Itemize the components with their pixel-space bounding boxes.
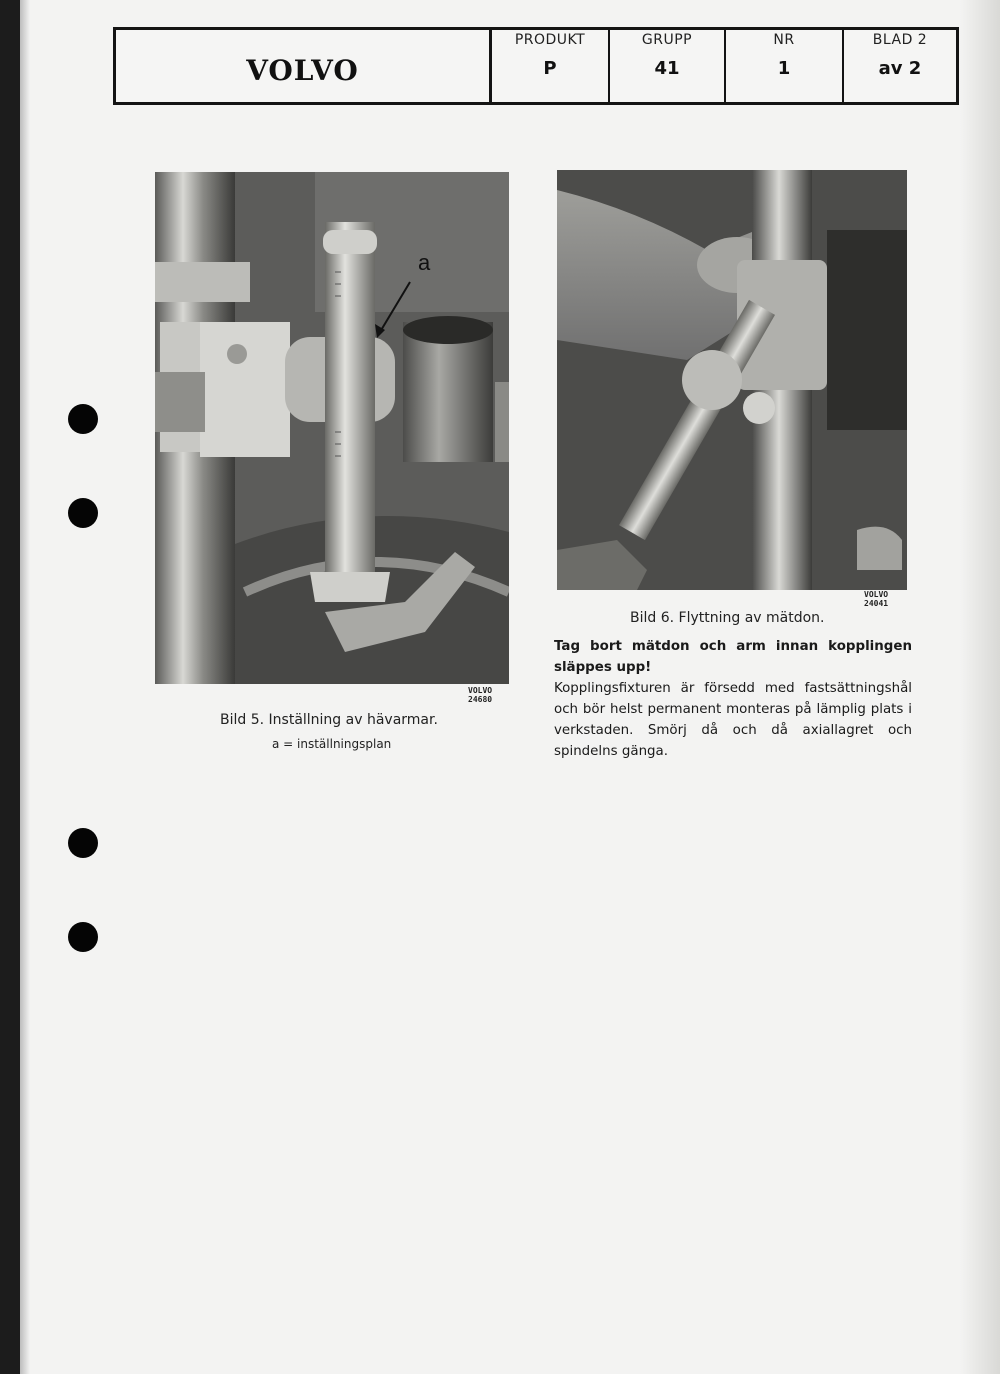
header-value: av 2 bbox=[878, 58, 922, 79]
volvo-logo: VOLVO bbox=[116, 30, 492, 102]
header-label: BLAD 2 bbox=[872, 32, 928, 48]
figure5-stamp bbox=[468, 686, 492, 704]
header-cell-produkt bbox=[492, 30, 610, 102]
header-cell-nr bbox=[726, 30, 844, 102]
punch-hole bbox=[68, 404, 98, 434]
page-edge-shadow bbox=[20, 0, 30, 1374]
header-value: 1 bbox=[777, 58, 791, 79]
page-right-edge bbox=[960, 0, 1000, 1374]
header-value: P bbox=[543, 58, 557, 79]
punch-hole bbox=[68, 498, 98, 528]
punch-hole bbox=[68, 922, 98, 952]
warning-text: Tag bort mätdon och arm innan kopplingen släppes upp! bbox=[554, 639, 912, 675]
header-cell-grupp bbox=[610, 30, 726, 102]
figure6-photo bbox=[557, 170, 907, 590]
instruction-text-block bbox=[554, 636, 912, 762]
figure6-caption: Bild 6. Flyttning av mätdon. bbox=[630, 610, 825, 626]
stamp-number: 24041 bbox=[864, 599, 889, 608]
figure5-caption: Bild 5. Inställning av hävarmar. bbox=[220, 712, 438, 728]
instruction-paragraph: Kopplingsfixturen är försedd med fastsättningshål och bör helst permanent monteras på lämplig plats i verkstaden. Smörj då och då axiallagret och spindelns gänga. bbox=[554, 681, 912, 759]
figure5-subcaption: a = inställningsplan bbox=[272, 737, 392, 751]
figure5-photo bbox=[155, 172, 509, 684]
header-cell-blad bbox=[844, 30, 956, 102]
stamp-brand: VOLVO bbox=[468, 686, 493, 695]
header-value: 41 bbox=[654, 58, 680, 79]
punch-hole bbox=[68, 828, 98, 858]
stamp-brand: VOLVO bbox=[864, 590, 889, 599]
header-label: NR bbox=[773, 32, 795, 48]
document-header-table bbox=[113, 27, 959, 105]
stamp-number: 24680 bbox=[468, 695, 493, 704]
callout-a: a bbox=[418, 250, 431, 275]
header-label: PRODUKT bbox=[514, 32, 586, 48]
figure6-stamp bbox=[864, 590, 888, 608]
header-label: GRUPP bbox=[641, 32, 693, 48]
